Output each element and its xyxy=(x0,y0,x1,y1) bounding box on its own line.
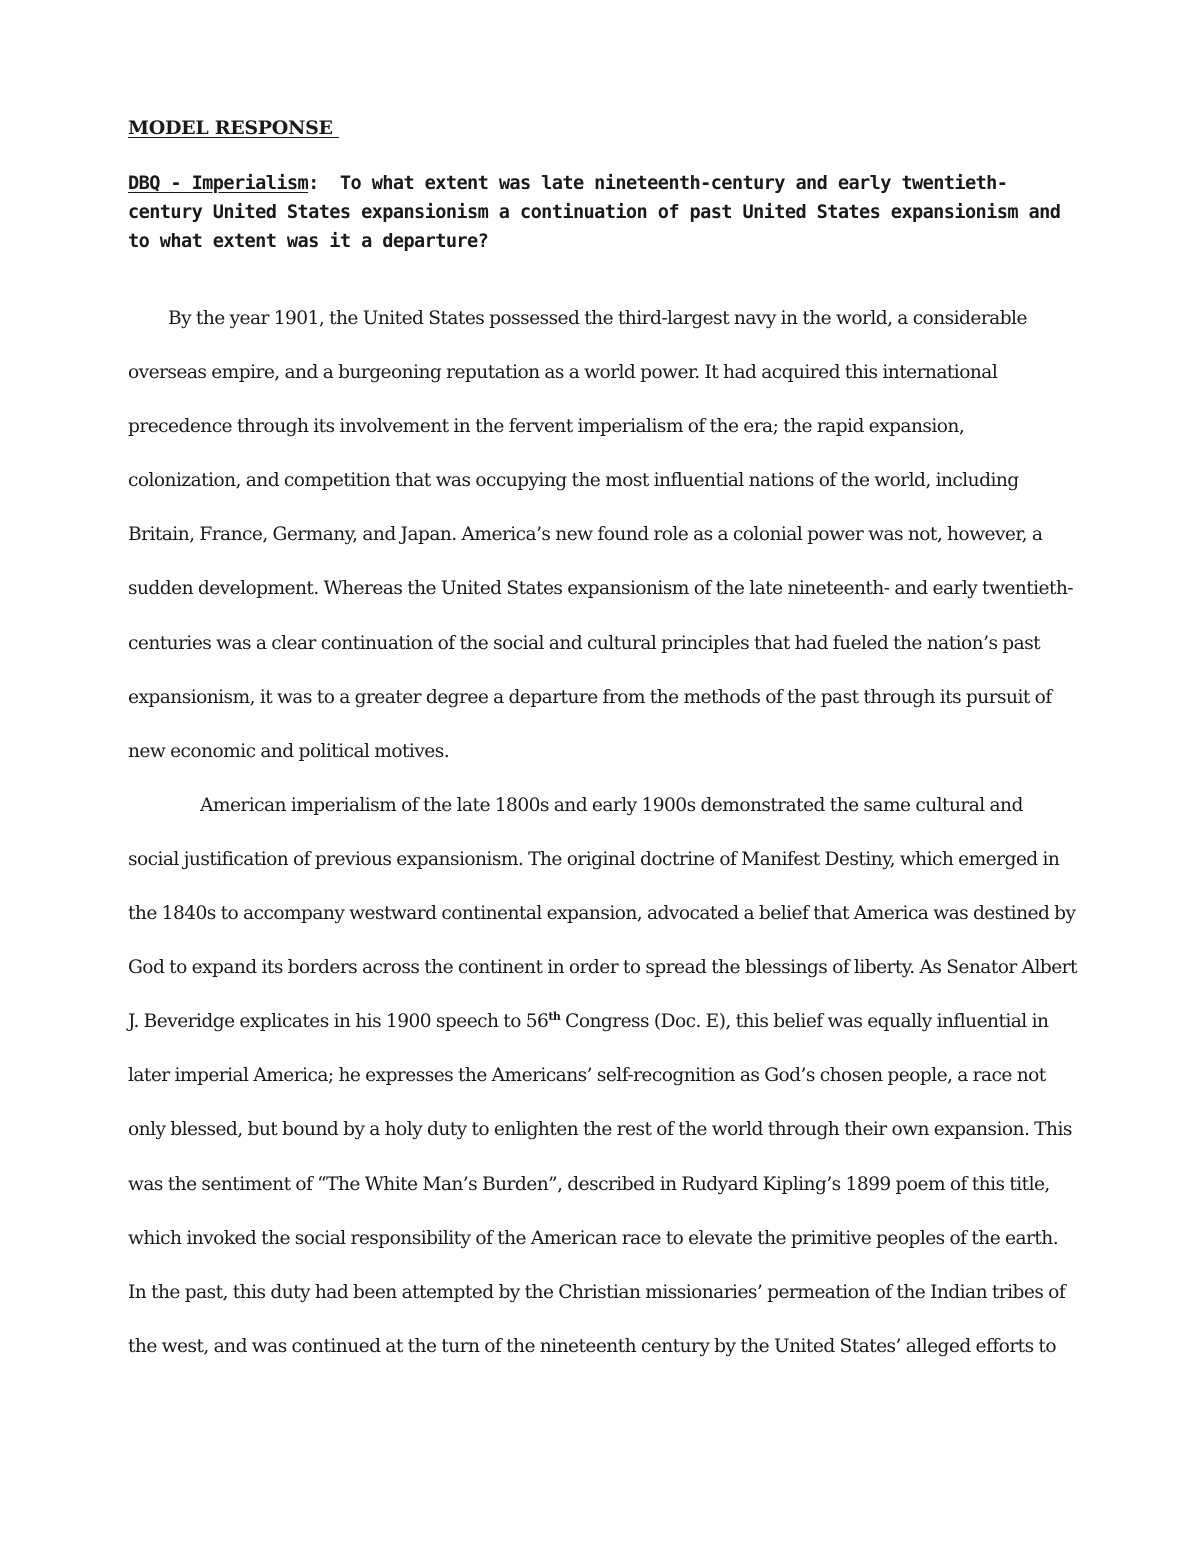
paragraph-2-text-after: Congress (Doc. E), this belief was equally influential in later imperial America; he expresses the Americans’ self-recognition as God’s chosen people, a race not only blessed, but bound by a holy duty to enlighten the rest of the world through their own expansion. This was the sentiment of “The White Man’s Burden”, described in Rudyard Kipling’s 1899 poem of this title, which invoked the social responsibility of the American race to elevate the primitive peoples of the earth. In the past, this duty had been attempted by the Christian missionaries’ permeation of the Indian tribes of the west, and was continued at the turn of the nineteenth century by the United States’ alleged efforts to xyxy=(128,1011,1072,1357)
question-label: DBQ - Imperialism xyxy=(128,173,309,194)
ordinal-superscript: th xyxy=(548,1010,561,1024)
question-colon: : xyxy=(308,173,319,194)
document-content xyxy=(128,113,1078,1374)
paragraph-1: By the year 1901, the United States possessed the third-largest navy in the world, a considerable overseas empire, and a burgeoning reputation as a world power. It had acquired this international precedence through its involvement in the fervent imperialism of the era; the rapid expansion, colonization, and competition that was occupying the most influential nations of the world, including Britain, France, Germany, and Japan. America’s new found role as a colonial power was not, however, a sudden development. Whereas the United States expansionism of the late nineteenth- and early twentieth-centuries was a clear continuation of the social and cultural principles that had fueled the nation’s past expansionism, it was to a greater degree a departure from the methods of the past through its pursuit of new economic and political motives. xyxy=(128,308,1074,762)
paragraph-2 xyxy=(128,779,1078,1374)
question-text: To what extent was late nineteenth-century and early twentieth-century United States expansionism a continuation of past United States expansionism and to what extent was it a departure? xyxy=(128,173,1071,252)
paragraph-2-text-before: American imperialism of the late 1800s and early 1900s demonstrated the same cultural and social justification of previous expansionism. The original doctrine of Manifest Destiny, which emerged in the 1840s to accompany westward continental expansion, advocated a belief that America was destined by God to expand its borders across the continent in order to spread the blessings of liberty. As Senator Albert J. Beveridge explicates in his 1900 speech to 56 xyxy=(128,794,1077,1033)
essay-question xyxy=(128,169,1078,256)
document-heading: MODEL RESPONSE xyxy=(128,117,340,139)
